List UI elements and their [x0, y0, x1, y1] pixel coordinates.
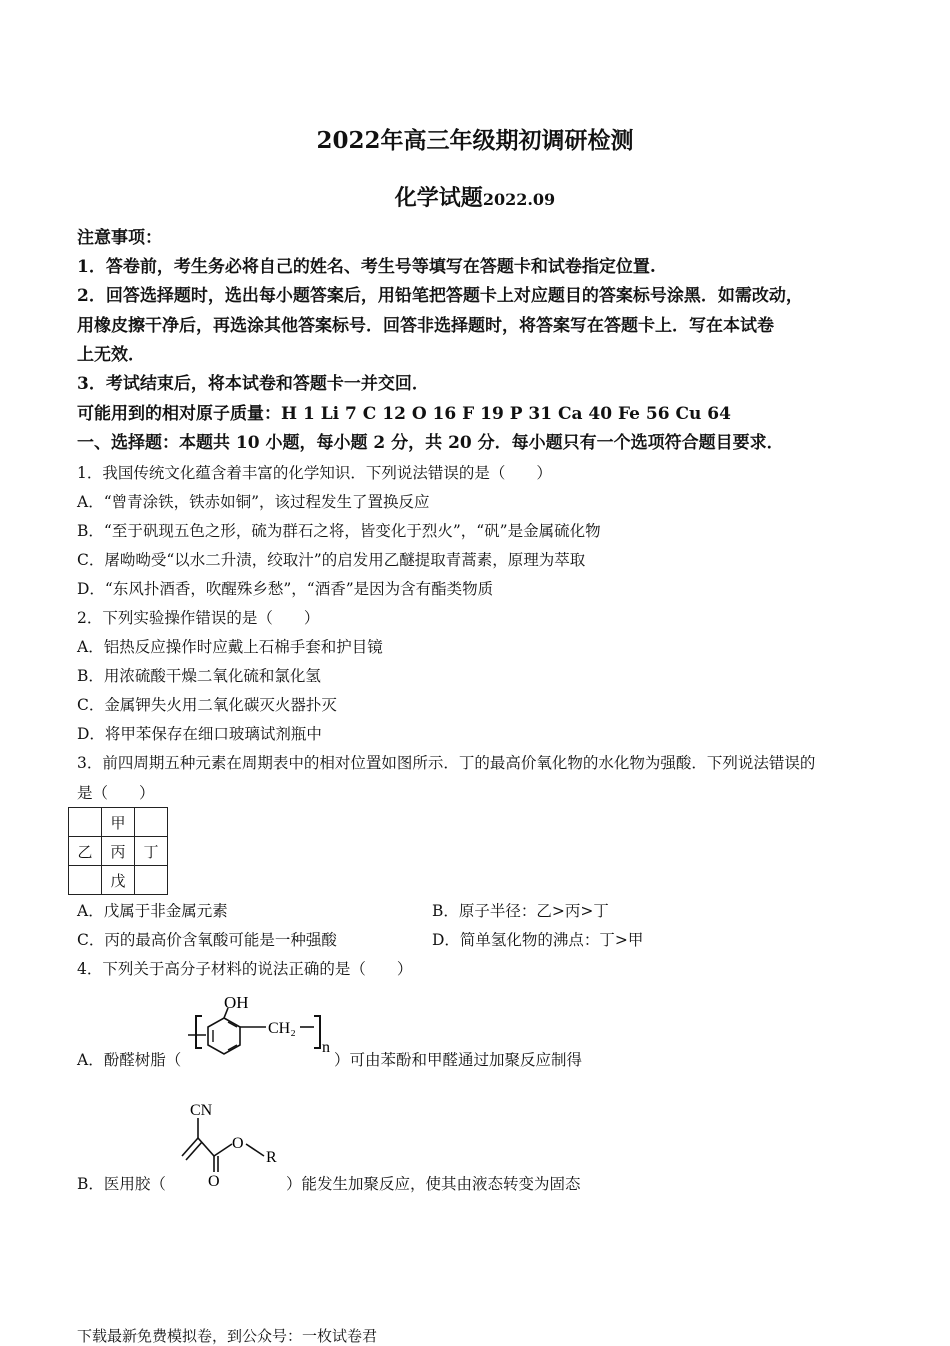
question-4-option-b-prefix: B．医用胶（	[77, 1175, 166, 1193]
note-1: 1．答卷前，考生务必将自己的姓名、考生号等填写在答题卡和试卷指定位置.	[77, 257, 656, 277]
bond	[198, 1138, 214, 1156]
subscript-n: n	[322, 1039, 330, 1056]
footer-note: 下载最新免费模拟卷，到公众号：一枚试卷君	[77, 1327, 378, 1345]
question-1-stem: 1．我国传统文化蕴含着丰富的化学知识．下列说法错误的是（ ）	[77, 464, 552, 482]
note-3: 3．考试结束后，将本试卷和答题卡一并交回．	[77, 374, 429, 394]
table-cell: 丁	[135, 837, 168, 866]
phenol-formaldehyde-resin-structure	[186, 990, 338, 1065]
question-3-option-d: D．简单氢化物的沸点：丁>甲	[432, 931, 644, 949]
exam-subtitle	[0, 181, 950, 212]
ch2-label: CH₂	[268, 1020, 296, 1037]
table-cell: 甲	[102, 808, 135, 837]
ester-oxygen-label: O	[232, 1135, 244, 1152]
notes-heading: 注意事项：	[77, 228, 162, 248]
table-row	[69, 837, 168, 866]
bond	[246, 1144, 264, 1156]
question-1-option-a: A．“曾青涂铁，铁赤如铜”，该过程发生了置换反应	[77, 493, 430, 511]
question-3-stem: 3．前四周期五种元素在周期表中的相对位置如图所示．丁的最高价氧化物的水化物为强酸．下列说法错误的	[77, 754, 816, 772]
table-cell	[135, 808, 168, 837]
note-2-line-1: 2．回答选择题时，选出每小题答案后，用铅笔把答题卡上对应题目的答案标号涂黑．如需改动，	[77, 286, 803, 306]
carbonyl-oxygen-label: O	[208, 1173, 220, 1190]
question-1-option-c: C．屠呦呦受“以水二升渍，绞取汁”的启发用乙醚提取青蒿素，原理为萃取	[77, 551, 586, 569]
question-2-option-b: B．用浓硫酸干燥二氧化硫和氯化氢	[77, 667, 321, 685]
bond	[214, 1144, 232, 1156]
atomic-masses: 可能用到的相对原子质量：H 1 Li 7 C 12 O 16 F 19 P 31 Ca 40 Fe 56 Cu 64	[77, 404, 731, 424]
table-cell: 戊	[102, 866, 135, 895]
question-2-option-a: A．铝热反应操作时应戴上石棉手套和护目镜	[77, 638, 383, 656]
section-heading: 一、选择题：本题共 10 小题，每小题 2 分，共 20 分．每小题只有一个选项符合题目要求．	[77, 433, 784, 453]
left-bracket	[196, 1016, 202, 1048]
cn-label: CN	[190, 1102, 213, 1119]
note-2-line-2: 用橡皮擦干净后，再选涂其他答案标号．回答非选择题时，将答案写在答题卡上．写在本试卷	[77, 316, 774, 336]
oh-label: OH	[224, 993, 249, 1012]
bond	[182, 1138, 198, 1156]
question-3-option-a: A．戊属于非金属元素	[77, 902, 228, 920]
question-2-option-d: D．将甲苯保存在细口玻璃试剂瓶中	[77, 725, 322, 743]
question-4-stem: 4．下列关于高分子材料的说法正确的是（ ）	[77, 960, 413, 978]
question-3-stem-cont: 是（ ）	[77, 784, 155, 802]
table-row	[69, 808, 168, 837]
table-cell: 乙	[69, 837, 102, 866]
question-4-option-a-suffix: ）可由苯酚和甲醛通过加聚反应制得	[334, 1051, 583, 1069]
exam-title: 2022年高三年级期初调研检测	[316, 127, 634, 154]
question-2-option-c: C．金属钾失火用二氧化碳灭火器扑灭	[77, 696, 337, 714]
right-bracket	[314, 1016, 320, 1048]
exam-date: 2022.09	[482, 190, 556, 209]
table-cell: 丙	[102, 837, 135, 866]
double-bond	[186, 1142, 202, 1160]
r-group-label: R	[266, 1149, 277, 1166]
table-cell	[135, 866, 168, 895]
periodic-position-table	[68, 807, 168, 895]
table-cell	[69, 808, 102, 837]
question-3-option-c: C．丙的最高价含氧酸可能是一种强酸	[77, 931, 337, 949]
question-4-option-b-suffix: ）能发生加聚反应，使其由液态转变为固态	[286, 1175, 581, 1193]
cyanoacrylate-glue-structure	[172, 1098, 288, 1190]
question-2-stem: 2．下列实验操作错误的是（ ）	[77, 609, 320, 627]
note-2-line-3: 上无效．	[77, 345, 145, 365]
table-row	[69, 866, 168, 895]
subject-name: 化学试题	[394, 185, 483, 211]
table-cell	[69, 866, 102, 895]
question-1-option-d: D．“东风扑酒香，吹醒殊乡愁”，“酒香”是因为含有酯类物质	[77, 580, 494, 598]
question-1-option-b: B．“至于矾现五色之形，硫为群石之将，皆变化于烈火”，“矾”是金属硫化物	[77, 522, 601, 540]
question-4-option-a-prefix: A．酚醛树脂（	[77, 1051, 182, 1069]
question-3-option-b: B．原子半径：乙>丙>丁	[432, 902, 609, 920]
